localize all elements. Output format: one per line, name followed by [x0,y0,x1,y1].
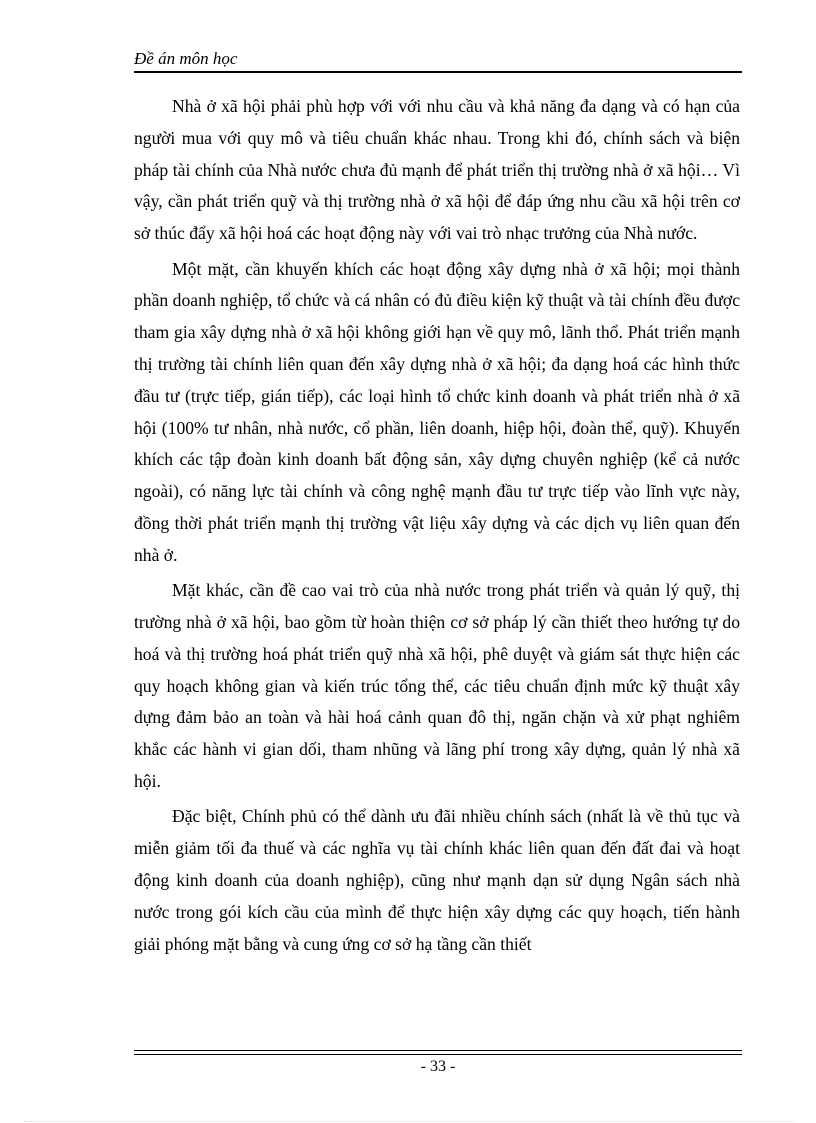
paragraph-3: Mặt khác, cần đề cao vai trò của nhà nước trong phát triển và quản lý quỹ, thị trường nhà ở xã hội, bao gồm từ hoàn thiện cơ sở pháp lý cần thiết theo hướng tự do hoá và thị trường hoá phát triển quỹ nhà xã hội, phê duyệt và giám sát thực hiện các quy hoạch không gian và kiến trúc tổng thể, các tiêu chuẩn định mức kỹ thuật xây dựng đảm bảo an toàn và hài hoá cảnh quan đô thị, ngăn chặn và xử phạt nghiêm khắc các hành vi gian dối, tham nhũng và lãng phí trong xây dựng, quản lý nhà xã hội. [134,580,740,791]
footer-rule-bottom [134,1054,742,1055]
paragraph-2: Một mặt, cần khuyến khích các hoạt động xây dựng nhà ở xã hội; mọi thành phần doanh nghiệp, tổ chức và cá nhân có đủ điều kiện kỹ thuật và tài chính đều được tham gia xây dựng nhà ở xã hội không giới hạn về quy mô, lãnh thổ. Phát triển mạnh thị trường tài chính liên quan đến xây dựng nhà ở xã hội; đa dạng hoá các hình thức đầu tư (trực tiếp, gián tiếp), các loại hình tổ chức kinh doanh và phát triển nhà ở xã hội (100% tư nhân, nhà nước, cổ phần, liên doanh, hiệp hội, đoàn thể, quỹ). Khuyến khích các tập đoàn kinh doanh bất động sản, xây dựng chuyên nghiệp (kể cả nước ngoài), có năng lực tài chính và công nghệ mạnh đầu tư trực tiếp vào lĩnh vực này, đồng thời phát triển mạnh thị trường vật liệu xây dựng và các dịch vụ liên quan đến nhà ở. [134,258,740,565]
paragraph-4: Đặc biệt, Chính phủ có thể dành ưu đãi nhiều chính sách (nhất là về thủ tục và miễn giảm tối đa thuế và các nghĩa vụ tài chính khác liên quan đến đất đai và hoạt động kinh doanh của doanh nghiệp), cũng như mạnh dạn sử dụng Ngân sách nhà nước trong gói kích cầu của mình để thực hiện xây dựng các quy hoạch, tiến hành giải phóng mặt bằng và cung ứng cơ sở hạ tầng cần thiết [134,806,740,954]
footer-rule-top [134,1050,742,1051]
page-edge-divider [24,1121,794,1122]
body-text [134,91,740,964]
header-title: Đề án môn học [134,49,238,68]
header-rule [134,71,742,73]
paragraph-1: Nhà ở xã hội phải phù hợp với với nhu cầu và khả năng đa dạng và có hạn của người mua với quy mô và tiêu chuẩn khác nhau. Trong khi đó, chính sách và biện pháp tài chính của Nhà nước chưa đủ mạnh để phát triển thị trường nhà ở xã hội… Vì vậy, cần phát triển quỹ và thị trường nhà ở xã hội để đáp ứng nhu cầu xã hội trên cơ sở thúc đẩy xã hội hoá các hoạt động này với vai trò nhạc trưởng của Nhà nước. [134,96,740,244]
page-number: - 33 - [420,1058,456,1075]
